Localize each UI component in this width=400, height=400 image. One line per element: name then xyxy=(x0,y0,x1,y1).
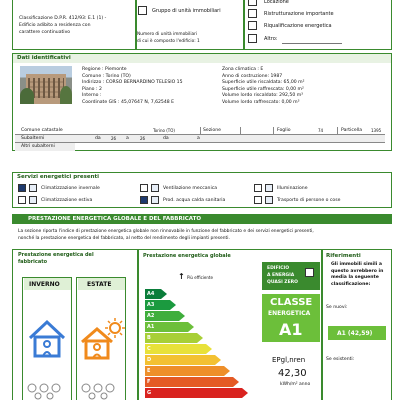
identifier-left-row xyxy=(82,100,174,105)
nzeb-line-2: A ENERGIA xyxy=(267,273,295,278)
classification-line-1: Classificazione D.P.R. 412/93: E.1 (1) - xyxy=(19,16,107,21)
gruppo-checkbox[interactable] xyxy=(138,6,147,15)
cadastre-sep xyxy=(200,127,201,135)
nuovi-label: Se nuovi: xyxy=(326,305,348,310)
globale-title: Prestazione energetica globale xyxy=(143,253,231,259)
identifier-right-value: 65,00 m² xyxy=(283,80,305,85)
service-checkbox[interactable] xyxy=(254,196,262,204)
summer-house-icon xyxy=(80,326,114,360)
piu-efficiente: Più efficiente xyxy=(187,275,213,280)
service-label: Prod. acqua calda sanitaria xyxy=(163,197,226,203)
up-arrow-icon: ↑ xyxy=(178,272,185,281)
identifier-right-row xyxy=(222,80,304,85)
service-checkbox[interactable] xyxy=(140,196,148,204)
classe-line-1: CLASSE xyxy=(270,297,313,308)
identifier-left-label: Interno : xyxy=(82,93,102,98)
class-bar-e: E xyxy=(145,366,224,376)
altri-subalterni-label: Altri subalterni xyxy=(21,144,55,149)
fabbricato-title-1: Prestazione energetica del xyxy=(18,252,94,258)
identifier-left-value: Torino (TO) xyxy=(105,73,131,79)
sezione-label: Sezione xyxy=(203,128,221,133)
unit-count-line-1: Numero di unità immobiliari xyxy=(137,32,198,37)
service-icon xyxy=(151,184,159,192)
performance-desc-2: nonché la prestazione energetica del fabbricato, al netto del rendimento degli impianti presenti. xyxy=(18,236,230,241)
classification-line-2: Edificio adibito a residenza con xyxy=(19,23,91,28)
service-checkbox[interactable] xyxy=(18,196,26,204)
class-bar-f: F xyxy=(145,377,233,387)
foglio-value: 74 xyxy=(318,128,324,133)
service-label: Climatizzazione estiva xyxy=(41,197,93,203)
option-ristrutturazione: Ristrutturazione importante xyxy=(264,11,334,17)
identifier-right-row xyxy=(222,74,282,79)
riqualificazione-checkbox[interactable] xyxy=(248,21,257,30)
identifier-left-row xyxy=(82,80,183,85)
identifier-left-row xyxy=(82,87,102,92)
summer-rating-icons xyxy=(80,382,124,400)
identifier-right-row xyxy=(222,67,263,72)
foglio-label: Foglio xyxy=(277,128,291,133)
service-label: Trasporto di persone o cose xyxy=(277,197,341,203)
identifier-left-row xyxy=(82,74,131,79)
identifier-right-value: 292,50 m³ xyxy=(279,93,304,98)
class-bar-a4: A4 xyxy=(145,289,161,299)
service-checkbox[interactable] xyxy=(254,184,262,192)
tree xyxy=(20,88,34,104)
inverno-label: INVERNO xyxy=(29,281,60,288)
performance-desc-1: La sezione riporta l'indice di prestazione energetica globale non rinnovabile in funzione del fabbricato e dei servizi energetici presenti, xyxy=(18,229,314,234)
gruppo-label: Gruppo di unità immobiliari xyxy=(152,8,221,14)
cadastre-sep xyxy=(337,127,338,135)
fabbricato-title-2: fabbricato xyxy=(18,259,48,265)
identifier-right-value: 0,00 m² xyxy=(285,86,304,92)
service-icon xyxy=(151,196,159,204)
services-title: Servizi energetici presenti xyxy=(17,174,100,180)
unit-count-line-2: di cui è composto l'edificio: 1 xyxy=(137,39,200,44)
class-bar-b: B xyxy=(145,333,197,343)
identifiers-title: Dati identificativi xyxy=(17,55,71,61)
winter-house-icon xyxy=(28,318,66,358)
service-checkbox[interactable] xyxy=(18,184,26,192)
comune-catastale-value: Torino (TO) xyxy=(153,128,175,133)
altro-label: Altro: xyxy=(264,36,278,42)
subalterni-a-2: a xyxy=(197,136,200,141)
riferimenti-text: Gli immobili simili a questo avrebbero in media la seguente classificazione: xyxy=(331,262,384,287)
identifier-left-label: Regione : xyxy=(82,67,104,72)
subalterni-label: Subalterni xyxy=(21,136,45,141)
cadastre-table xyxy=(15,127,385,151)
tree xyxy=(60,86,72,104)
nzeb-checkbox[interactable] xyxy=(305,268,314,277)
classification-line-3: carattere continuativo xyxy=(19,30,71,35)
ristrutturazione-checkbox[interactable] xyxy=(248,9,257,18)
identifier-right-label: Volume lordo raffrescato: xyxy=(222,99,281,105)
identifier-left-value: 45,07647 N, 7,62548 E xyxy=(120,99,175,105)
subalterni-da-1: da xyxy=(95,136,101,141)
nuovi-value: A1 (42,59) xyxy=(337,330,373,337)
service-label: Illuminazione xyxy=(277,185,308,191)
identifier-left-value: Piemonte xyxy=(105,67,127,72)
identifier-right-value: E xyxy=(260,67,264,72)
altro-line[interactable] xyxy=(282,43,342,44)
comune-catastale-label: Comune catastale xyxy=(21,128,63,133)
building-photo xyxy=(20,66,72,104)
option-locazione: Locazione xyxy=(264,0,289,5)
ep-unit: kWh/m² anno xyxy=(280,382,311,387)
classe-line-2: ENERGETICA xyxy=(268,310,311,317)
identifier-right-row xyxy=(222,87,304,92)
riferimenti-title: Riferimenti xyxy=(326,253,361,259)
identifier-right-label: Superficie utile riscaldata: xyxy=(222,80,283,85)
performance-title: PRESTAZIONE ENERGETICA GLOBALE E DEL FABBRICATO xyxy=(28,216,202,222)
service-icon xyxy=(29,184,37,192)
nzeb-line-1: EDIFICIO xyxy=(267,266,290,271)
ep-label: EPgl,nren xyxy=(272,356,306,364)
identifier-right-label: Superficie utile raffrescata: xyxy=(222,86,285,92)
class-bar-g: G xyxy=(145,388,242,398)
particella-label: Particella xyxy=(341,128,363,133)
locazione-checkbox[interactable] xyxy=(248,0,257,6)
class-bar-d: D xyxy=(145,355,215,365)
identifier-left-label: Indirizzo : xyxy=(82,80,105,85)
identifier-right-label: Anno di costruzione: xyxy=(222,73,270,79)
altro-checkbox[interactable] xyxy=(248,34,257,43)
identifier-left-label: Coordinate GIS : xyxy=(82,99,120,105)
winter-rating-icons xyxy=(26,382,70,400)
ep-value: 42,30 xyxy=(278,368,307,379)
service-icon xyxy=(265,196,273,204)
class-bar-a1: A1 xyxy=(145,322,188,332)
service-checkbox[interactable] xyxy=(140,184,148,192)
identifier-left-value: 2 xyxy=(98,86,102,92)
identifier-right-value: 1987 xyxy=(270,73,283,79)
service-icon xyxy=(29,196,37,204)
residential-checkbox-area xyxy=(18,0,28,10)
top-divider-2 xyxy=(243,0,245,50)
identifier-right-label: Volume lordo riscaldato: xyxy=(222,93,278,98)
subalterni-da-1-value: 26 xyxy=(111,136,117,141)
class-bar-a3: A3 xyxy=(145,300,170,310)
subalterni-da-2: da xyxy=(163,136,169,141)
service-label: Ventilazione meccanica xyxy=(163,185,218,191)
identifier-right-value: 0,00 m³ xyxy=(281,99,300,105)
identifier-right-row xyxy=(222,93,303,98)
identifier-right-label: Zona climatica : xyxy=(222,67,259,72)
service-icon xyxy=(265,184,273,192)
identifier-left-row xyxy=(82,67,127,72)
nzeb-line-3: QUASI ZERO xyxy=(267,280,298,285)
identifier-right-row xyxy=(222,100,300,105)
cadastre-sep xyxy=(273,127,274,135)
esistenti-label: Se esistenti: xyxy=(326,357,355,362)
identifier-left-value: CORSO BERNARDINO TELESIO 15 xyxy=(105,80,183,85)
service-label: Climatizzazione invernale xyxy=(41,185,100,191)
particella-value: 1395 xyxy=(371,128,382,133)
classe-value: A1 xyxy=(279,320,303,339)
cadastre-row-2 xyxy=(15,135,385,143)
identifier-left-label: Comune : xyxy=(82,73,105,79)
option-riqualificazione: Riqualificazione energetica xyxy=(264,23,332,29)
cadastre-sep xyxy=(240,127,241,135)
identifier-left-row xyxy=(82,93,101,98)
subalterni-a-1-value: 26 xyxy=(140,136,146,141)
class-bar-a2: A2 xyxy=(145,311,179,321)
identifier-left-label: Piano : xyxy=(82,86,98,92)
class-bar-c: C xyxy=(145,344,206,354)
subalterni-a-1: a xyxy=(126,136,129,141)
estate-label: ESTATE xyxy=(87,281,112,288)
